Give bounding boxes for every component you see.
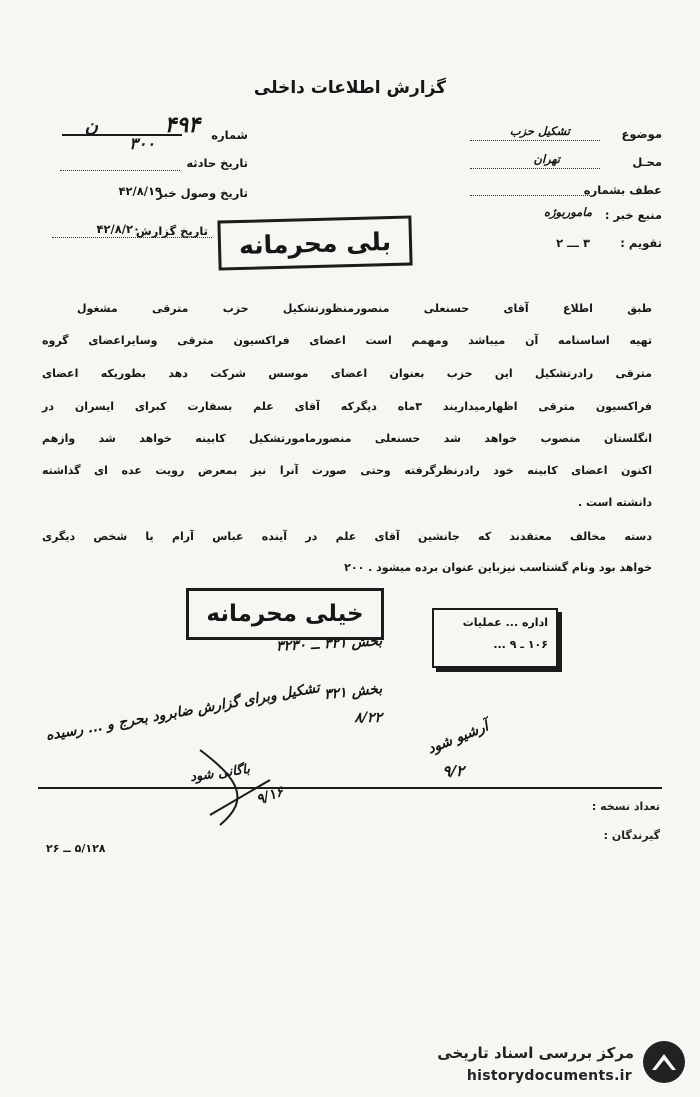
office-stamp-line1: اداره ... عملیات bbox=[462, 616, 548, 629]
handwritten-note-7: ۹/۱۶ bbox=[254, 783, 286, 809]
body-line-1: طبق اطلاع آقای حسنعلی منصورمنظورتشکیل حزب مترقی مشغول bbox=[77, 302, 652, 315]
office-stamp-line2: ۱۰۶ ـ ۹ ... bbox=[493, 638, 548, 651]
receipt-date-label: تاریخ وصول خبر bbox=[156, 186, 248, 200]
subject-line bbox=[470, 140, 600, 141]
place-line bbox=[470, 168, 600, 169]
watermark-url: historydocuments.ir bbox=[466, 1068, 632, 1084]
body-line-3: مترقی رادرتشکیل این حزب بعنوان اعضای موسس شرکت دهد بطوریکه اعضای bbox=[42, 367, 652, 380]
confidential-stamp-middle bbox=[186, 588, 384, 640]
ref-number-line bbox=[470, 195, 590, 196]
handwritten-note-1: بخش ۳۲۱ ــ ۳۲۳۰ bbox=[275, 633, 383, 655]
handwritten-strokes bbox=[180, 720, 300, 830]
body-line-6: اکنون اعضای کابینه خود رادرنظرگرفته وحتی صورت آنرا نیز بمعرض رویت عده ای گذاشته bbox=[42, 464, 652, 477]
number-suffix: ن bbox=[84, 116, 98, 137]
body-line-7: دانشته است . bbox=[578, 496, 652, 509]
evaluation-label: تقویم : bbox=[620, 236, 662, 250]
body-line-2: تهیه اساسنامه آن میباشد ومهمم است اعضای فراکسیون مترقی وسایراعضای گروه bbox=[42, 334, 652, 347]
confidential-stamp-top-text: بلی محرمانه bbox=[238, 226, 392, 260]
number-label: شماره bbox=[211, 128, 248, 142]
report-title: گزارش اطلاعات داخلی bbox=[253, 78, 447, 98]
handwritten-note-8: باگانی شود bbox=[189, 761, 251, 786]
event-date-line bbox=[60, 170, 180, 171]
place-value: تهران bbox=[533, 152, 560, 166]
report-date-label: تاریخ گزارش bbox=[135, 224, 208, 238]
place-label: محـل bbox=[632, 155, 662, 169]
subject-label: موضوع bbox=[621, 127, 662, 141]
source-value: ماموربوژه bbox=[543, 205, 592, 219]
ref-number-label: عطف بشماره bbox=[583, 183, 662, 197]
copies-label: تعداد نسخه : bbox=[591, 800, 660, 813]
number-value: ۴۹۴ bbox=[164, 112, 200, 138]
source-label: منبع خبر : bbox=[604, 208, 662, 222]
handwritten-note-3: ۸/۲۲ bbox=[354, 710, 382, 726]
evaluation-value: ۳ ـــ ۲ bbox=[556, 236, 590, 250]
report-date-line bbox=[52, 237, 212, 238]
number-sub-value: ۳۰۰ bbox=[129, 134, 155, 153]
event-date-label: تاریخ حادثه bbox=[186, 156, 248, 170]
report-date-value: ۴۲/۸/۲۰ bbox=[96, 222, 140, 236]
recipients-label: گیرندگان : bbox=[603, 829, 660, 842]
handwritten-note-4: تشکیل وبرای گزارش ضابرود بحرج و ... رسیده bbox=[45, 680, 322, 744]
body-line-4: فراکسیون مترقی اظهارمیداریند ۳ماه دیگرکه آقای علم بسفارت کبرای ایسران در bbox=[42, 400, 652, 413]
body-line-5: انگلستان منصوب خواهد شد حسنعلی منصورمامورتشکیل کابینه خواهد شد وازهم bbox=[42, 432, 652, 445]
handwritten-note-6: ۹/۲ bbox=[442, 762, 464, 780]
confidential-stamp-top bbox=[217, 215, 412, 270]
body-line-9: خواهد بود ونام گشتاسب نیزباین عنوان برده میشود . ۲۰۰ bbox=[344, 561, 652, 574]
form-code: ۵/۱۲۸ ــ ۲۶ bbox=[46, 842, 106, 855]
number-underline bbox=[62, 134, 182, 136]
office-stamp bbox=[432, 608, 558, 668]
handwritten-note-2: بخش ۳۲۱ bbox=[323, 681, 383, 703]
confidential-stamp-middle-text: خیلی محرمانه bbox=[206, 601, 364, 627]
watermark-title: مرکز بررسی اسناد تاریخی bbox=[437, 1044, 634, 1062]
body-line-8: دسته مخالف معتقدند که جانشین آقای علم در آینده عباس آرام یا شخص دیگری bbox=[42, 530, 652, 543]
archive-logo-icon bbox=[642, 1040, 686, 1084]
footer-divider bbox=[38, 787, 662, 789]
receipt-date-value: ۴۲/۸/۱۹ bbox=[118, 184, 162, 198]
subject-value: تشکیل حزب bbox=[509, 124, 570, 138]
handwritten-note-5: آرشیو شود bbox=[425, 718, 491, 758]
